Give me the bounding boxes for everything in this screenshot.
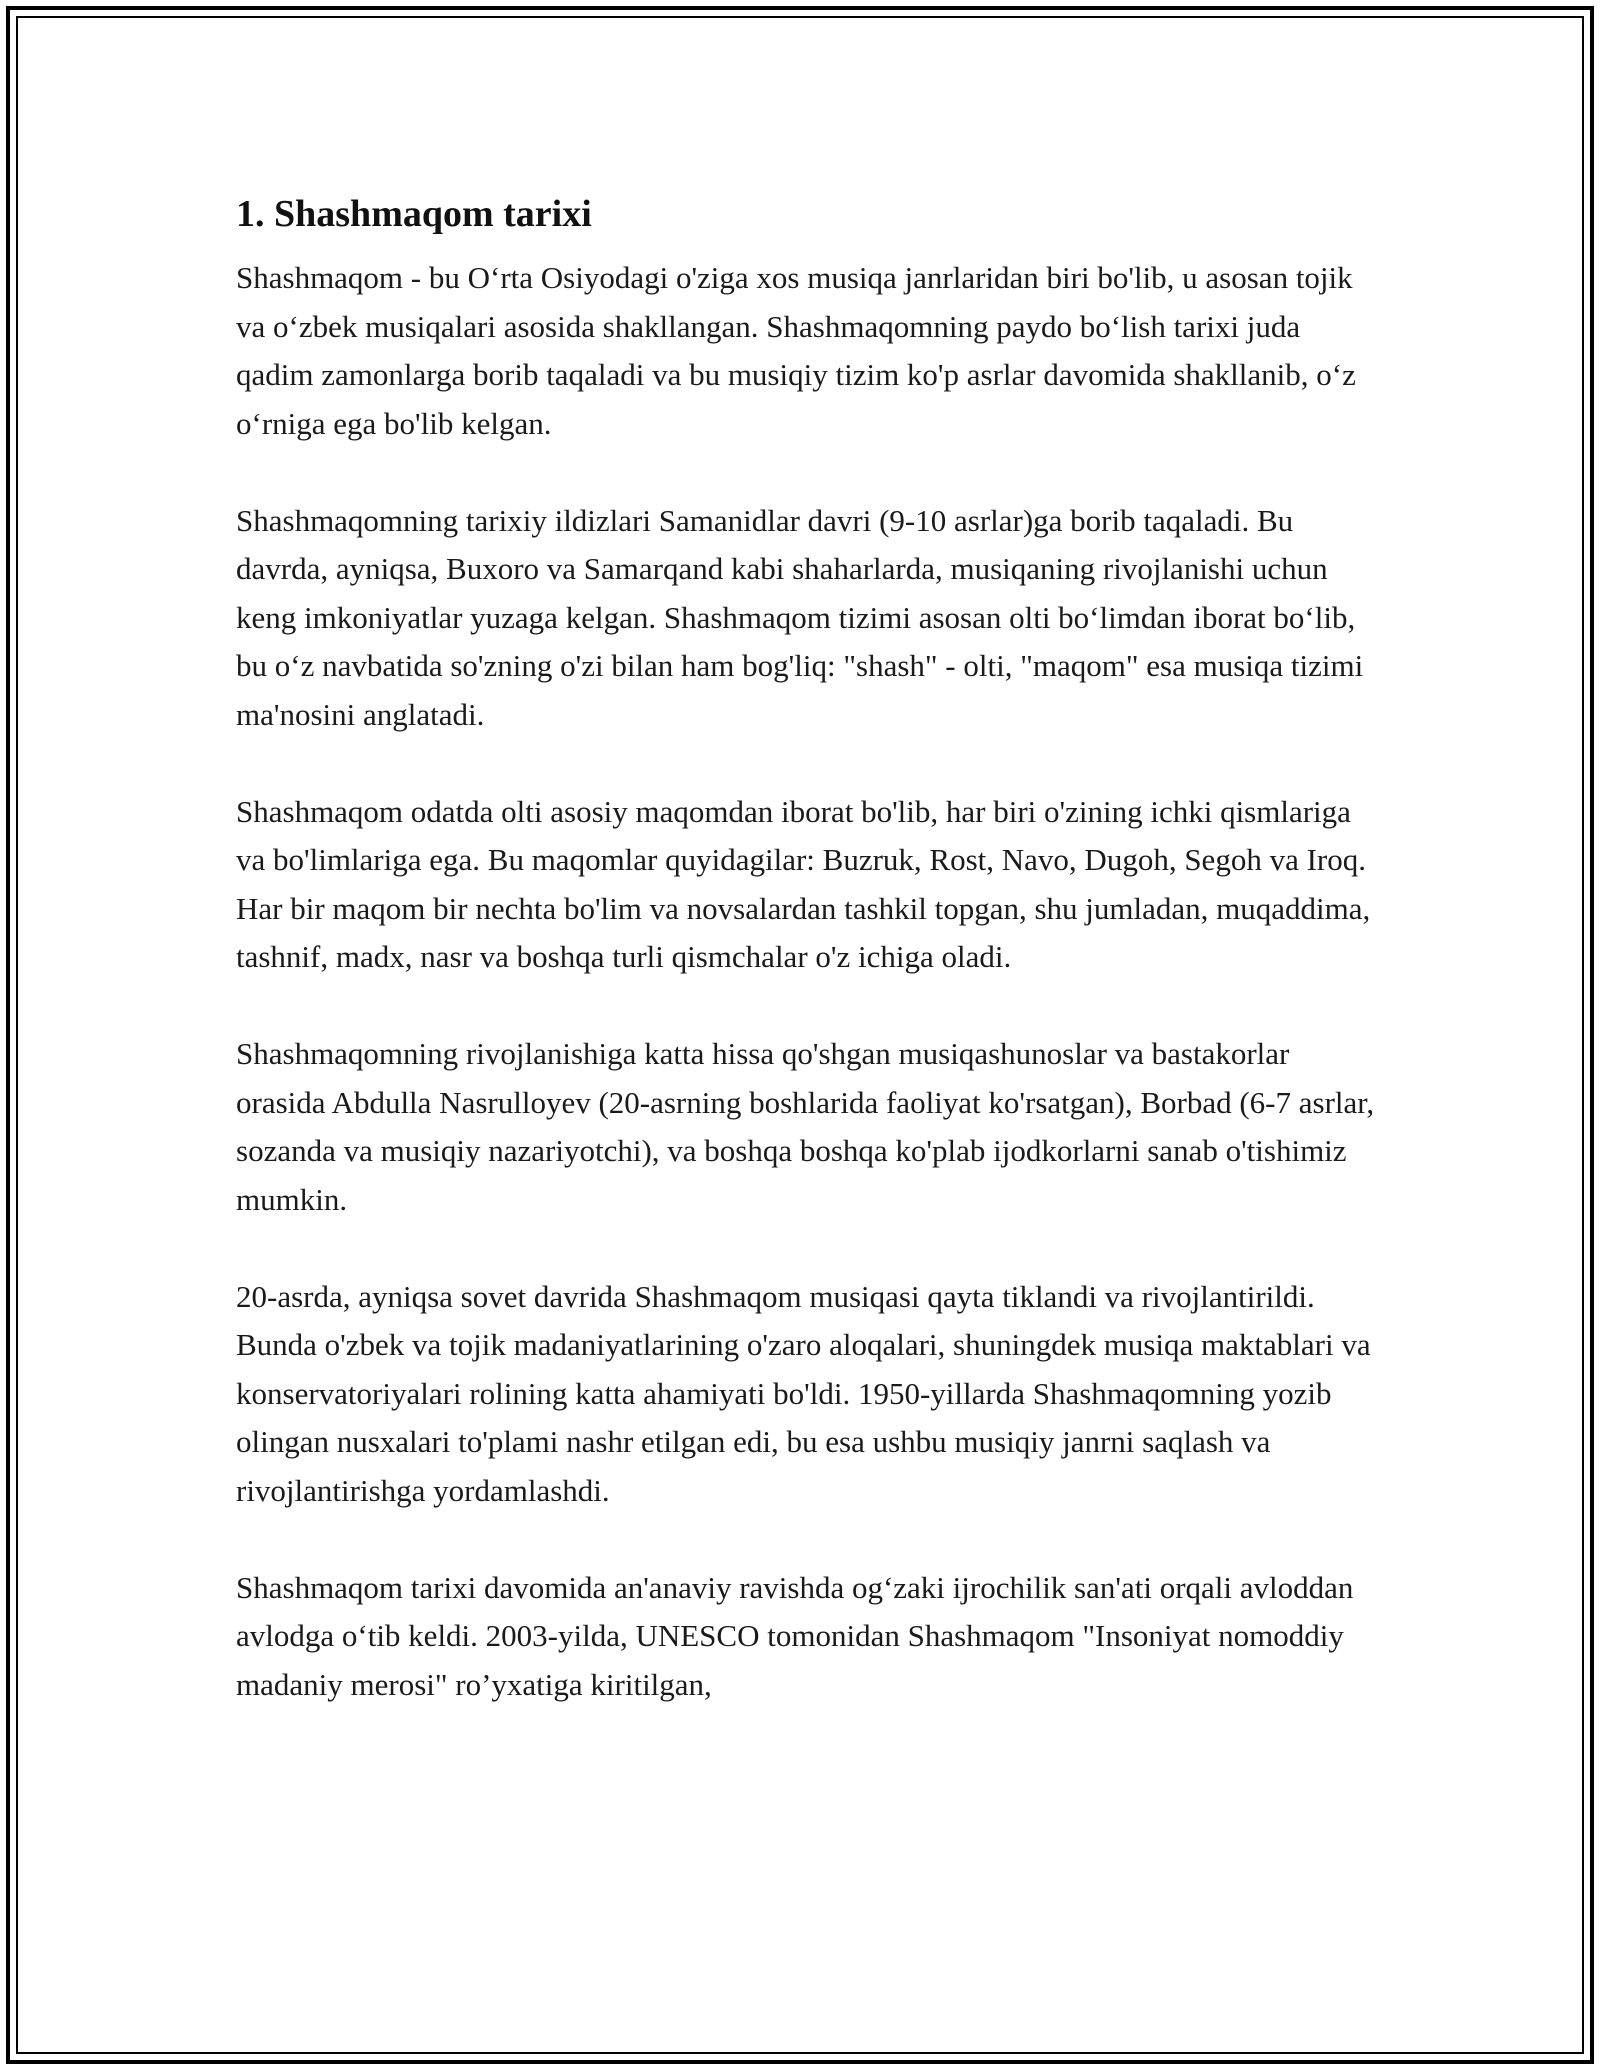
paragraph-maqoms: Shashmaqom odatda olti asosiy maqomdan iborat bo'lib, har biri o'zining ichki qismlariga va bo'limlariga ega. Bu maqomlar quyidagilar: Buzruk, Rost, Navo, Dugoh, Segoh va Iroq. Har bir maqom bir nechta bo'lim va novsalardan tashkil topgan, shu jumladan, muqaddima, tashnif, madx, nasr va boshqa turli qismchalar o'z ichiga oladi. xyxy=(236,793,1371,974)
paragraph-unesco: Shashmaqom tarixi davomida an'anaviy ravishda og‘zaki ijrochilik san'ati orqali avloddan avlodga o‘tib keldi. 2003-yilda, UNESCO tomonidan Shashmaqom "Insoniyat nomoddiy madaniy merosi" ro’yxatiga kiritilgan, xyxy=(236,1569,1354,1702)
document-body xyxy=(236,186,1376,1758)
paragraph-contributors: Shashmaqomning rivojlanishiga katta hissa qo'shgan musiqashunoslar va bastakorlar orasida Abdulla Nasrulloyev (20-asrning boshlarida faoliyat ko'rsatgan), Borbad (6-7 asrlar, sozanda va musiqiy nazariyotchi), va boshqa boshqa ko'plab ijodkorlarni sanab o'tishimiz mumkin. xyxy=(236,1036,1375,1217)
paragraph-roots: Shashmaqomning tarixiy ildizlari Samanidlar davri (9-10 asrlar)ga borib taqaladi. Bu davrda, ayniqsa, Buxoro va Samarqand kabi shaharlarda, musiqaning rivojlanishi uchun keng imkoniyatlar yuzaga kelgan. Shashmaqom tizimi asosan olti bo‘limdan iborat bo‘lib, bu o‘z navbatida so'zning o'zi bilan ham bog'liq: "shash" - olti, "maqom" esa musiqa tizimi ma'nosini anglatadi. xyxy=(236,502,1364,732)
paragraph-20th-century: 20-asrda, ayniqsa sovet davrida Shashmaqom musiqasi qayta tiklandi va rivojlantirildi. Bunda o'zbek va tojik madaniyatlarining o'zaro aloqalari, shuningdek musiqa maktablari va konservatoriyalari rolining katta ahamiyati bo'ldi. 1950-yillarda Shashmaqomning yozib olingan nusxalari to'plami nashr etilgan edi, bu esa ushbu musiqiy janrni saqlash va rivojlantirishga yordamlashdi. xyxy=(236,1278,1371,1508)
paragraph-intro: Shashmaqom - bu O‘rta Osiyodagi o'ziga xos musiqa janrlaridan biri bo'lib, u asosan tojik va o‘zbek musiqalari asosida shakllangan. Shashmaqomning paydo bo‘lish tarixi juda qadim zamonlarga borib taqaladi va bu musiqiy tizim ko'p asrlar davomida shakllanib, o‘z o‘rniga ega bo'lib kelgan. xyxy=(236,260,1356,441)
section-heading: 1. Shashmaqom tarixi xyxy=(236,193,592,235)
